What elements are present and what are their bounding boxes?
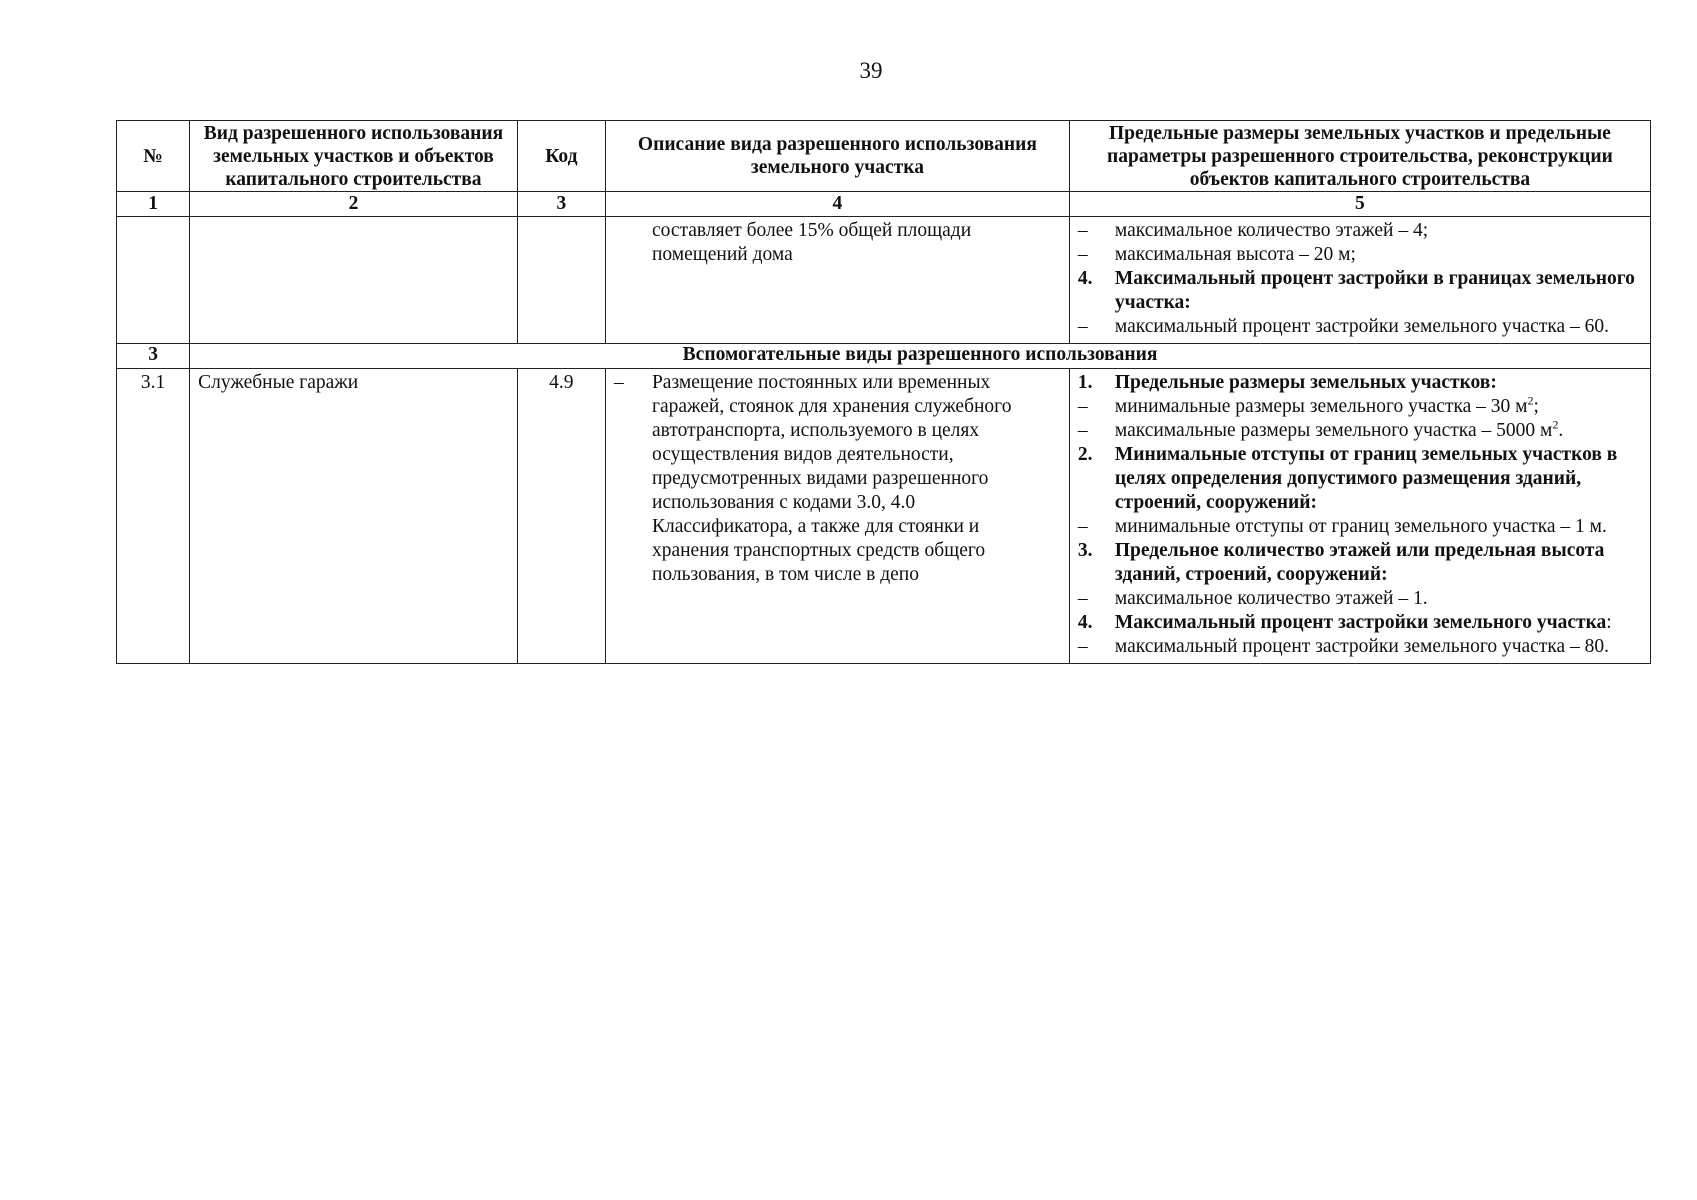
list-marker: 4. — [1077, 268, 1093, 289]
parameter-text: Предельные размеры земельных участков: — [1114, 372, 1497, 393]
description-cell — [605, 369, 1069, 664]
parameter-item — [1078, 395, 1644, 419]
description-text: составляет более 15% общей площади помещений дома — [651, 220, 972, 265]
parameter-text: минимальные размеры земельного участка – 30 м — [1114, 396, 1528, 417]
description-cell — [605, 217, 1069, 344]
row-number: 3.1 — [117, 369, 190, 664]
parameter-text: максимальный процент застройки земельного участка – 80. — [1114, 636, 1610, 657]
parameter-text: максимальное количество этажей – 4; — [1114, 220, 1429, 241]
parameter-text: максимальные размеры земельного участка – 5000 м — [1114, 420, 1553, 441]
parameter-item — [1078, 587, 1644, 611]
parameter-tail: . — [1558, 420, 1564, 441]
list-marker: – — [1077, 220, 1088, 241]
parameter-item — [1078, 219, 1644, 243]
list-marker: 2. — [1077, 444, 1093, 465]
table-header-row — [117, 121, 1651, 192]
header-parameters: Предельные размеры земельных участков и предельные параметры разрешенного строительства, реконструкции объектов капитального строительства — [1069, 121, 1650, 192]
table-row — [117, 369, 1651, 664]
empty-cell — [117, 217, 190, 344]
superscript: 2 — [1552, 417, 1559, 432]
description-item — [606, 369, 1069, 589]
parameter-item — [1078, 515, 1644, 539]
column-number: 2 — [190, 192, 518, 217]
list-marker: – — [1077, 516, 1088, 537]
parameter-text: Максимальный процент застройки земельного участка — [1114, 612, 1607, 633]
parameter-tail: : — [1606, 612, 1612, 633]
table-row-continued — [117, 217, 1651, 344]
list-marker: – — [1077, 636, 1088, 657]
list-marker: 4. — [1077, 612, 1093, 633]
parameter-tail: ; — [1533, 396, 1539, 417]
section-title: Вспомогательные виды разрешенного использования — [190, 344, 1651, 369]
header-description: Описание вида разрешенного использования земельного участка — [605, 121, 1069, 192]
empty-cell — [517, 217, 605, 344]
list-marker: 3. — [1077, 540, 1093, 561]
parameter-text: минимальные отступы от границ земельного участка – 1 м. — [1114, 516, 1607, 537]
header-use-type: Вид разрешенного использования земельных участков и объектов капитального строительства — [190, 121, 518, 192]
parameter-text: максимальная высота – 20 м; — [1114, 244, 1356, 265]
land-use-table — [116, 120, 1651, 664]
dash-marker: – — [613, 372, 624, 393]
parameter-heading — [1078, 611, 1644, 635]
column-number: 1 — [117, 192, 190, 217]
list-marker: 1. — [1077, 372, 1093, 393]
list-marker: – — [1077, 396, 1088, 417]
header-number: № — [117, 121, 190, 192]
superscript: 2 — [1527, 393, 1534, 408]
column-number: 5 — [1069, 192, 1650, 217]
parameter-heading — [1078, 539, 1644, 587]
row-use-type: Служебные гаражи — [190, 369, 518, 664]
list-marker: – — [1077, 316, 1088, 337]
parameter-text: максимальный процент застройки земельного участка – 60. — [1114, 316, 1610, 337]
parameter-text: Минимальные отступы от границ земельных участков в целях определения допустимого размещения зданий, строений, сооружений: — [1114, 444, 1618, 513]
column-number: 3 — [517, 192, 605, 217]
parameters-cell — [1069, 369, 1650, 664]
description-text: Размещение постоянных или временных гаражей, стоянок для хранения служебного автотранспорта, используемого в целях осуществления видов деятельности, предусмотренных видами разрешенного использования с кодами 3.0, 4.0 Классификатора, а также для стоянки и хранения транспортных средств общего пользования, в том числе в депо — [651, 372, 1012, 585]
parameter-item — [1078, 635, 1644, 659]
row-code: 4.9 — [517, 369, 605, 664]
parameters-cell — [1069, 217, 1650, 344]
empty-cell — [190, 217, 518, 344]
parameter-text: Предельное количество этажей или предельная высота зданий, строений, сооружений: — [1114, 540, 1605, 585]
list-marker: – — [1077, 244, 1088, 265]
section-row — [117, 344, 1651, 369]
parameter-item — [1078, 243, 1644, 267]
parameter-heading — [1078, 371, 1644, 395]
parameter-text: максимальное количество этажей – 1. — [1114, 588, 1428, 609]
list-marker: – — [1077, 420, 1088, 441]
list-marker: – — [1077, 588, 1088, 609]
parameter-text: Максимальный процент застройки в границах земельного участка: — [1114, 268, 1635, 313]
parameter-item — [1078, 315, 1644, 339]
parameter-item — [1078, 419, 1644, 443]
column-number: 4 — [605, 192, 1069, 217]
parameters-list — [1070, 369, 1650, 663]
header-code: Код — [517, 121, 605, 192]
page-number: 39 — [859, 58, 883, 83]
parameter-heading — [1078, 443, 1644, 515]
parameters-list — [1070, 217, 1650, 343]
column-number-row — [117, 192, 1651, 217]
parameter-heading — [1078, 267, 1644, 315]
section-number: 3 — [117, 344, 190, 369]
